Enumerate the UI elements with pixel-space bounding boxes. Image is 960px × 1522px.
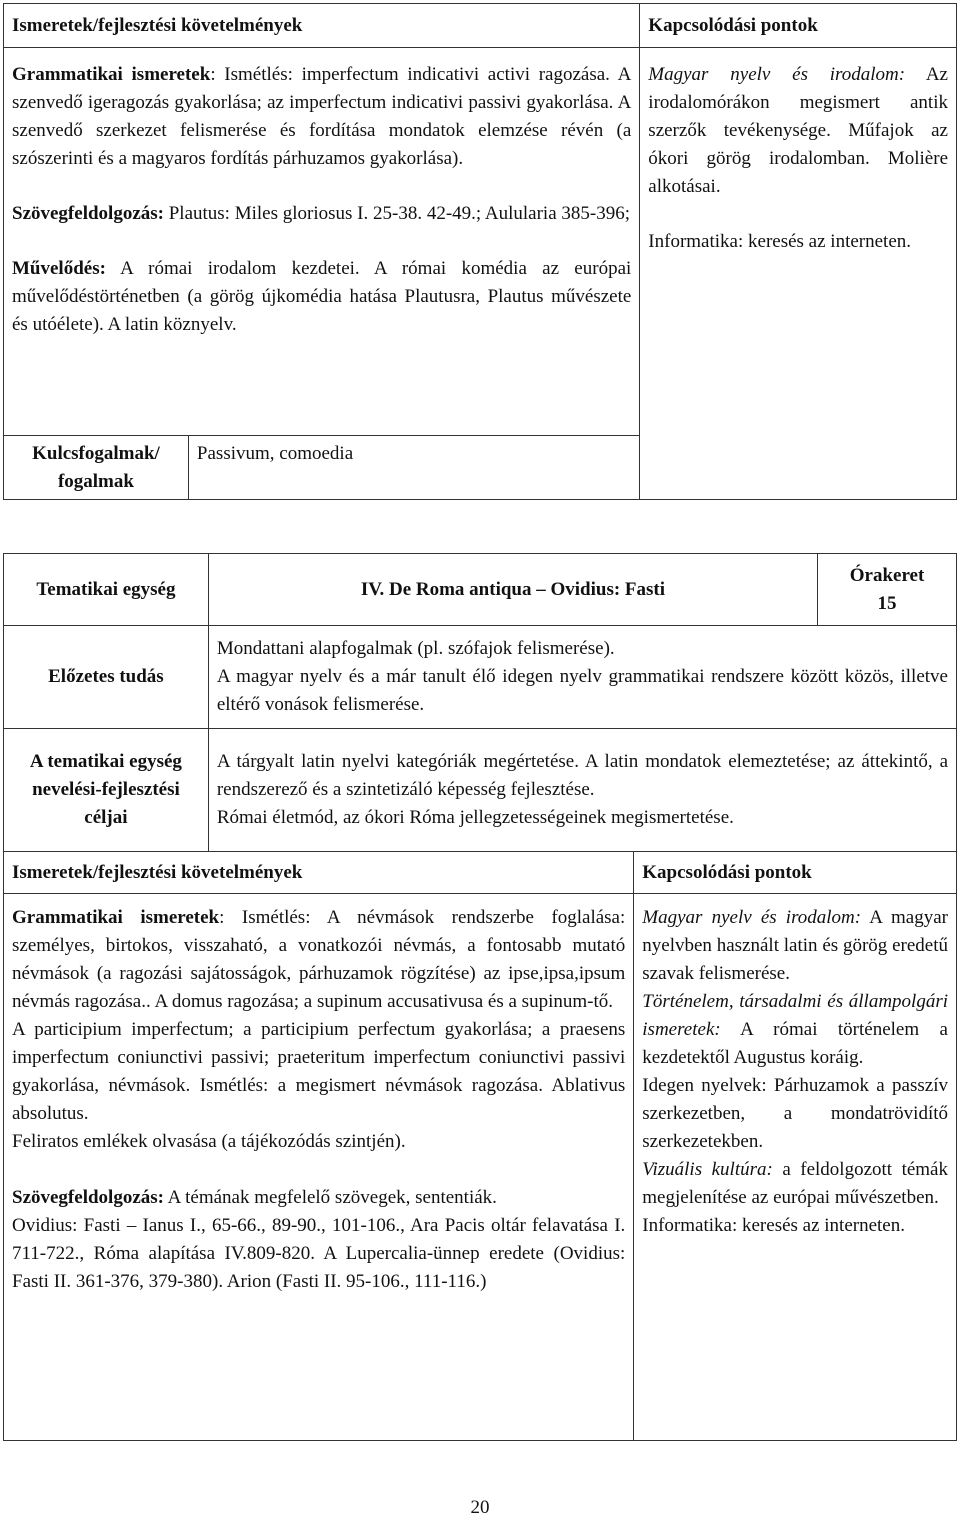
hours-label: Órakeret <box>849 564 925 586</box>
requirements-header-2-label: Ismeretek/fejlesztési követelmények <box>12 861 303 883</box>
goals-line-2: Római életmód, az ókori Róma jellegzetességeinek megismertetése. <box>216 807 734 828</box>
goals-content <box>208 729 956 852</box>
links-header <box>640 4 957 48</box>
grammar-paragraph: Grammatikai ismeretek: Ismétlés: imperfectum indicativi activi ragozása. A szenvedő igeragozás gyakorlása; az imperfectum indicativi passivi gyakorlása. A szenvedő szerkezet felismerése és fordítása mondatok elemzése révén (a szószerinti és a magyaros fordítás párhuzamos gyakorlása). <box>12 64 632 169</box>
requirements-header <box>4 4 640 48</box>
hours-cell <box>818 554 957 626</box>
goals-label-cell <box>4 729 209 852</box>
grammar-paragraph-2: Grammatikai ismeretek: Ismétlés: A névmások rendszerbe foglalása: személyes, birtokos, visszaható, a vonatkozói névmás, a fontosabb mutató névmások (a ragozási sajátosságok, párhuzamok rögzítése) az ipse,ipsa,ipsum névmás ragozása.. A domus ragozása; a supinum accusativusa és a supinum-tő. <box>12 907 626 1012</box>
magyar-link-paragraph: Magyar nyelv és irodalom: Az irodalomórákon megismert antik szerzők tevékenysége. Műfajok az ókori görög irodalomban. Molière alkotásai. <box>648 64 948 197</box>
prior-knowledge-content <box>208 626 956 729</box>
keywords-value-cell <box>188 436 639 500</box>
visual-link-paragraph: Vizuális kultúra: a feldolgozott témák megjelenítése az európai művészetben. <box>642 1159 948 1208</box>
informatika-link-paragraph-2: Informatika: keresés az interneten. <box>642 1215 905 1236</box>
unit-title: IV. De Roma antiqua – Ovidius: Fasti <box>360 578 666 600</box>
prior-knowledge-line-2: A magyar nyelv és a már tanult élő idegen nyelv grammatikai rendszere között közös, illetve eltérő vonások felismerése. <box>216 666 948 715</box>
unit-label: Tematikai egység <box>36 578 176 600</box>
prior-knowledge-label-cell <box>4 626 209 729</box>
requirements-header-label: Ismeretek/fejlesztési követelmények <box>12 14 303 36</box>
links-content-2 <box>634 894 957 1441</box>
unit-title-cell <box>208 554 817 626</box>
links-content <box>640 48 957 500</box>
goals-line-1: A tárgyalt latin nyelvi kategóriák megértetése. A latin mondatok elemeztetése; az áttekintő, a rendszerező és a szintetizáló képesség fejlesztése. <box>216 751 948 800</box>
links-header-2-label: Kapcsolódási pontok <box>642 861 812 883</box>
links-header-2 <box>634 852 957 894</box>
inscriptions-paragraph: Feliratos emlékek olvasása (a tájékozódás szintjén). <box>12 1131 406 1152</box>
page-number: 20 <box>470 1497 490 1518</box>
keywords-value: Passivum, comoedia <box>196 443 354 464</box>
culture-paragraph: Művelődés: A római irodalom kezdetei. A római komédia az európai művelődéstörténetben (a görög újkomédia hatása Plautusra, Plautus művészete és utóélete). A latin köznyelv. <box>12 258 632 335</box>
prior-knowledge-label: Előzetes tudás <box>48 666 164 687</box>
hours-value: 15 <box>877 592 897 614</box>
foreign-language-link-paragraph: Idegen nyelvek: Párhuzamok a passzív szerkezetben, a mondatrövidítő szerkezetekben. <box>642 1075 948 1152</box>
requirements-content <box>4 48 640 436</box>
text-processing-paragraph: Szövegfeldolgozás: Plautus: Miles gloriosus I. 25-38. 42-49.; Aulularia 385-396; <box>12 203 630 224</box>
unit-label-cell <box>4 554 209 626</box>
keywords-label-cell <box>4 436 189 500</box>
prior-knowledge-line-1: Mondattani alapfogalmak (pl. szófajok felismerése). <box>216 638 615 659</box>
informatika-link-paragraph: Informatika: keresés az interneten. <box>648 231 912 252</box>
links-header-label: Kapcsolódási pontok <box>648 14 818 36</box>
history-link-paragraph: Történelem, társadalmi és állampolgári ismeretek: A római történelem a kezdetektől Augustus koráig. <box>642 991 948 1068</box>
requirements-table-continued <box>3 3 957 500</box>
requirements-content-2 <box>4 894 634 1441</box>
magyar-link-paragraph-2: Magyar nyelv és irodalom: A magyar nyelvben használt latin és görög eredetű szavak felismerése. <box>642 907 948 984</box>
text-processing-paragraph-2: Szövegfeldolgozás: A témának megfelelő szövegek, sententiák. <box>12 1187 497 1208</box>
grammar-paragraph-3: A participium imperfectum; a participium perfectum gyakorlása; a praesens imperfectum coniunctivi passivi; praeteritum imperfectum coniunctivi passivi gyakorlása, névmások. Ismétlés: a megismert névmások ragozása. Ablativus absolutus. <box>12 1019 626 1124</box>
ovidius-paragraph: Ovidius: Fasti – Ianus I., 65-66., 89-90., 101-106., Ara Pacis oltár felavatása I. 711-722., Róma alapítása IV.809-820. A Lupercalia-ünnep eredete (Ovidius: Fasti II. 361-376, 379-380). Arion (Fasti II. 95-106., 111-116.) <box>12 1215 626 1292</box>
unit-table <box>3 553 957 1441</box>
requirements-header-2 <box>4 852 634 894</box>
goals-label: A tematikai egység nevelési-fejlesztési céljai <box>29 751 182 828</box>
keywords-label: Kulcsfogalmak/ fogalmak <box>32 443 160 492</box>
